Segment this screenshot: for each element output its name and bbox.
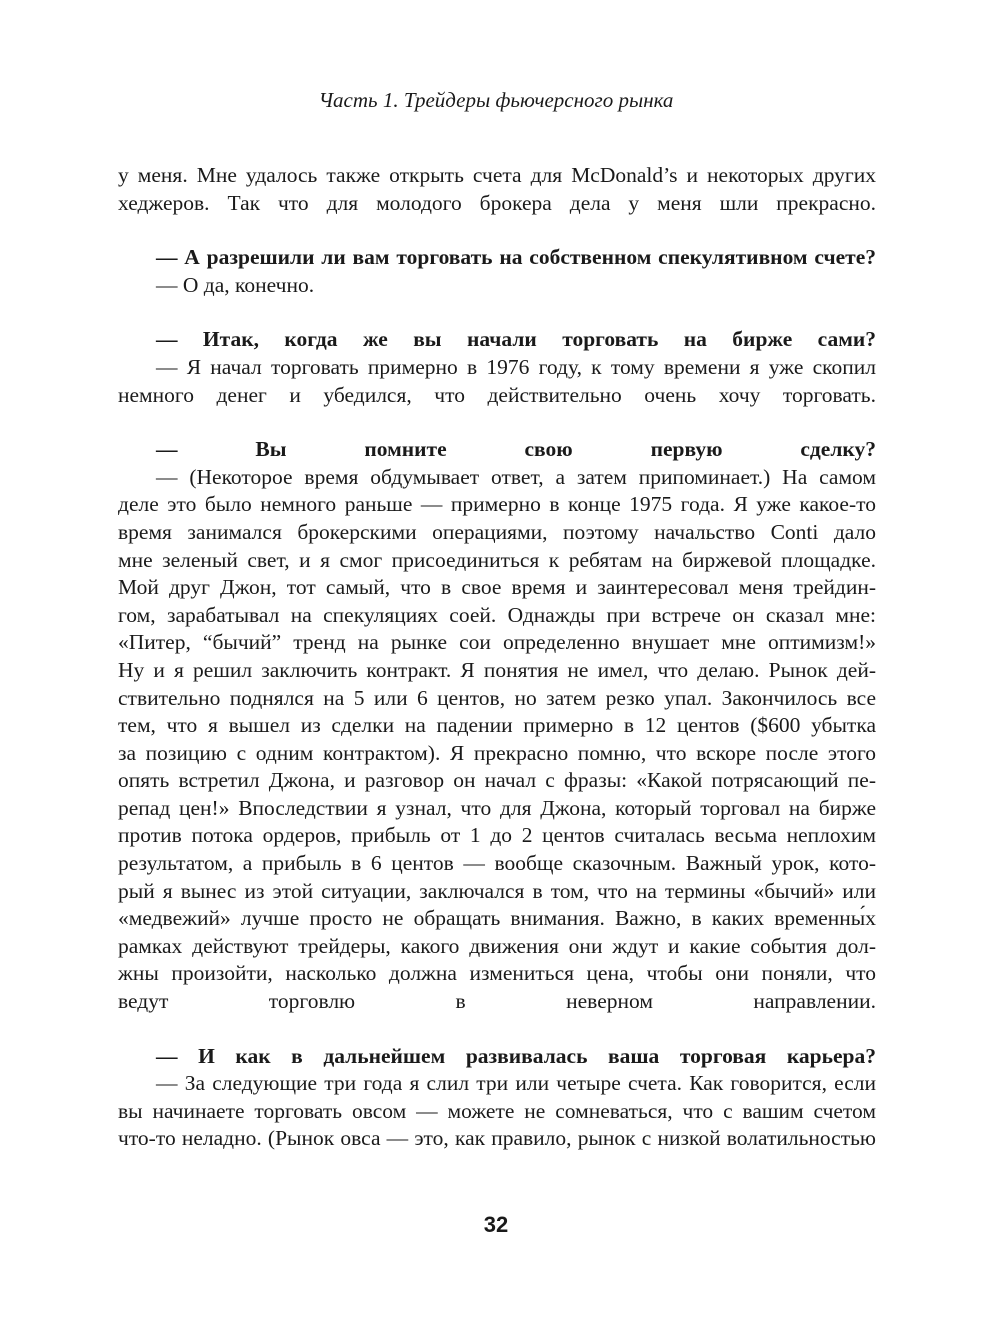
text-line: тем, что я вышел из сделки на падении примерно в 12 центов ($600 убытка: [118, 713, 876, 738]
text-line: рамках действуют трейдеры, какого движения они ждут и какие события дол-: [118, 933, 876, 958]
text-line: репад цен!» Впоследствии я узнал, что для Джона, который торговал на бирже: [118, 795, 876, 820]
text-line: за позицию с одним контрактом). Я прекрасно помню, что вскоре после этого: [118, 740, 876, 765]
text-line: ведут торговлю в неверном направлении.: [118, 989, 876, 1014]
text-line: Мой друг Джон, тот самый, что в свое время и заинтересовал меня трейдин-: [118, 575, 876, 600]
text-line: время занимался брокерскими операциями, поэтому начальство Conti дало: [118, 519, 876, 544]
text-line: вы начинаете торговать овсом — можете не сомневаться, что с вашим счетом: [118, 1098, 876, 1123]
question: — Вы помните свою первую сделку?: [156, 437, 876, 462]
text-line: опять встретил Джона, и разговор он начал с фразы: «Какой потрясающий пе-: [118, 768, 876, 793]
question: — А разрешили ли вам торговать на собственном спекулятивном счете?: [156, 245, 876, 270]
paragraph: [118, 162, 876, 217]
text-line: — (Некоторое время обдумывает ответ, а затем припоминает.) На самом: [156, 464, 876, 489]
text-line: «медвежий» лучше просто не обращать внимания. Важно, в каких временны́х: [118, 906, 876, 931]
text-line: ствительно поднялся на 5 или 6 центов, но затем резко упал. Закончилось все: [118, 685, 876, 710]
text-line: результатом, а прибыль в 6 центов — вообще сказочным. Важный урок, кото-: [118, 851, 876, 876]
answer: [118, 1070, 876, 1153]
text-line: мне зеленый свет, и я смог присоединиться к ребятам на биржевой площадке.: [118, 547, 876, 572]
text-line: рый я вынес из этой ситуации, заключался в том, что на термины «бычий» или: [118, 878, 876, 903]
text-line: — Я начал торговать примерно в 1976 году, к тому времени я уже скопил: [156, 354, 876, 379]
text-line: немного денег и убедился, что действительно очень хочу торговать.: [118, 382, 876, 407]
text-line: против потока ордеров, прибыль от 1 до 2 центов считалась весьма неплохим: [118, 823, 876, 848]
body-text: [118, 162, 876, 1153]
question: — Итак, когда же вы начали торговать на бирже сами?: [156, 327, 876, 352]
answer: [118, 464, 876, 1016]
text-line: у меня. Мне удалось также открыть счета для McDonald’s и некоторых других: [118, 163, 876, 187]
text-line: «Питер, “бычий” тренд на рынке сои определенно внушает мне оптимизм!»: [118, 630, 876, 655]
text-line: — За следующие три года я слил три или четыре счета. Как говорится, если: [156, 1071, 876, 1096]
text-line: жны произойти, насколько должна измениться цена, чтобы они поняли, что: [118, 961, 876, 986]
text-line: гом, зарабатывал на спекуляциях соей. Однажды при встрече он сказал мне:: [118, 602, 876, 627]
question: — И как в дальнейшем развивалась ваша торговая карьера?: [156, 1043, 876, 1068]
text-line: хеджеров. Так что для молодого брокера дела у меня шли прекрасно.: [118, 190, 876, 215]
text-line: Ну и я решил заключить контракт. Я понятия не имел, что делаю. Рынок дей-: [118, 657, 876, 682]
page-number: 32: [483, 1212, 509, 1237]
answer: — О да, конечно.: [156, 272, 315, 297]
answer: [118, 354, 876, 409]
text-line: что-то неладно. (Рынок овса — это, как правило, рынок с низкой волатильностью: [118, 1126, 876, 1151]
text-line: деле это было немного раньше — примерно в конце 1975 года. Я уже какое-то: [118, 492, 876, 517]
running-head: Часть 1. Трейдеры фьючерсного рынка: [318, 88, 674, 112]
